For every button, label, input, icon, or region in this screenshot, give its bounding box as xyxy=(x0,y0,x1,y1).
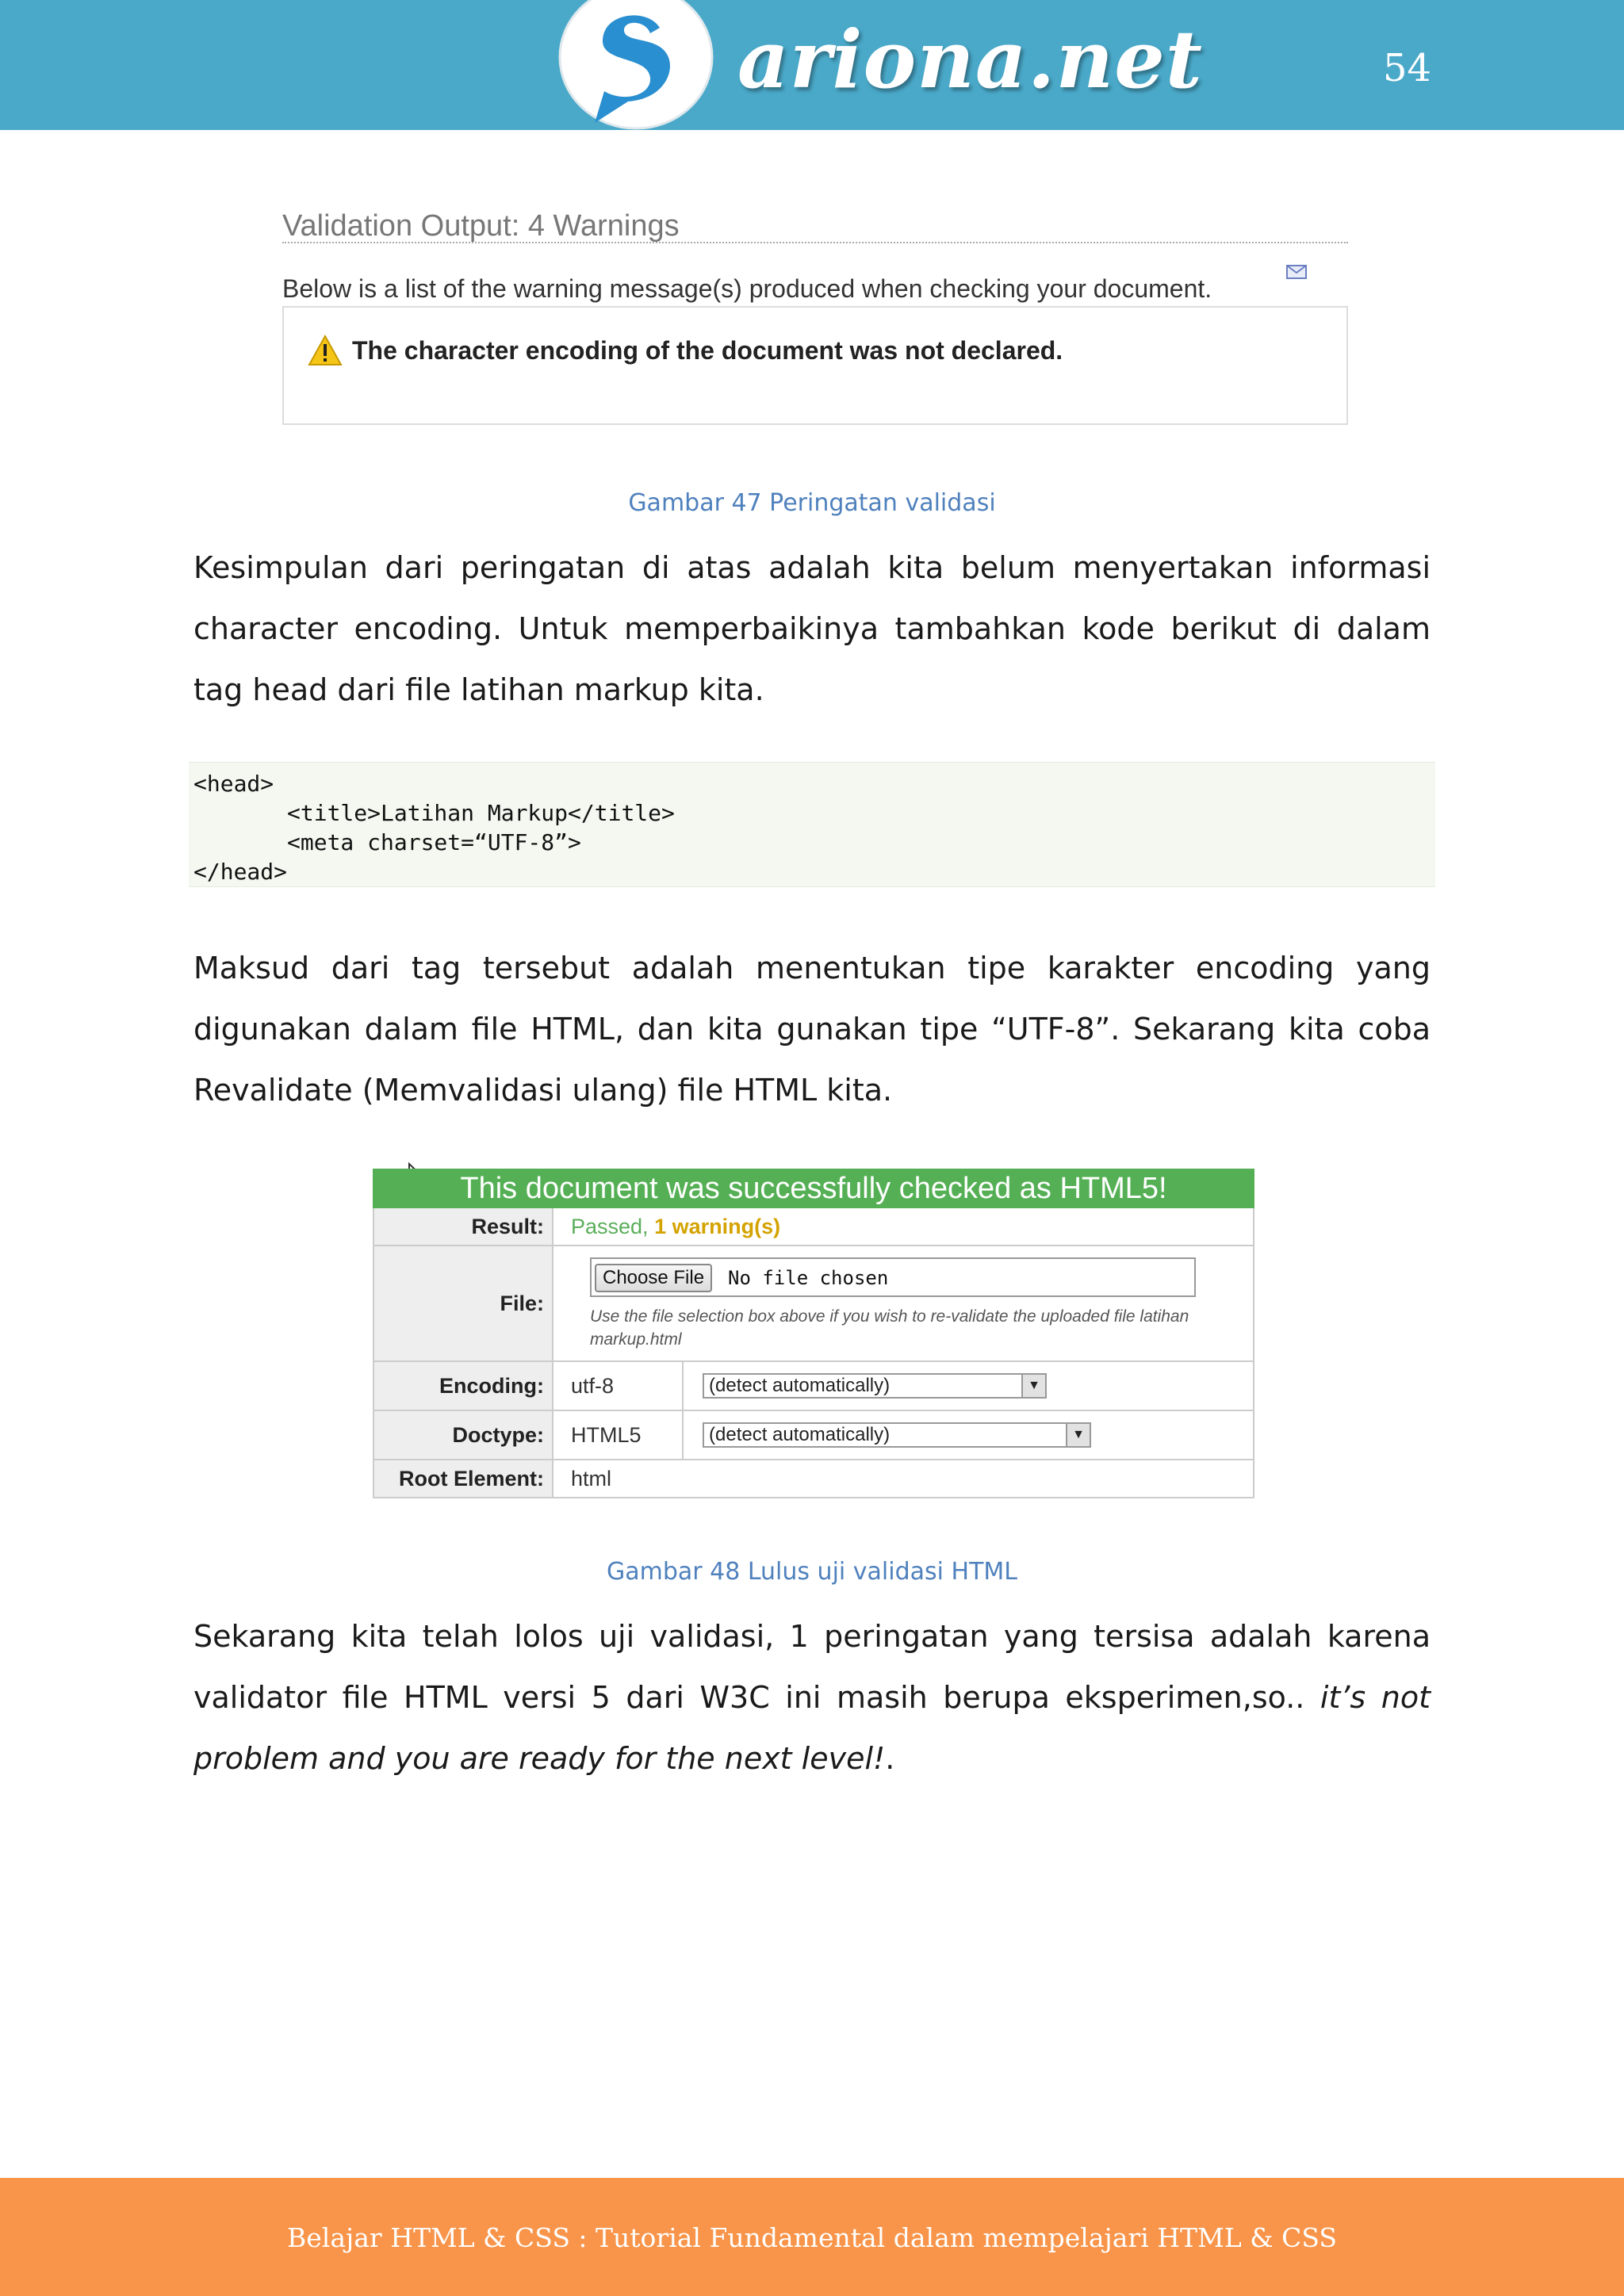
page-number: 54 xyxy=(1383,46,1432,90)
encoding-select[interactable] xyxy=(703,1373,1047,1399)
page-header xyxy=(0,0,1624,130)
column-separator xyxy=(682,1362,684,1410)
encoding-select-value: (detect automatically) xyxy=(709,1375,891,1396)
choose-file-button[interactable]: Choose File xyxy=(595,1264,712,1292)
footer-text: Belajar HTML & CSS : Tutorial Fundamental dalam mempelajari HTML & CSS xyxy=(287,2222,1337,2253)
code-block xyxy=(189,762,1435,887)
result-passed: Passed, xyxy=(571,1214,649,1238)
doctype-value: HTML5 xyxy=(571,1422,642,1447)
table-row-result xyxy=(374,1208,1253,1246)
logo-bubble-icon xyxy=(557,0,715,143)
validation-output-title: Validation Output: 4 Warnings xyxy=(282,209,680,243)
doctype-select[interactable] xyxy=(703,1422,1091,1448)
result-warning-count[interactable]: 1 warning(s) xyxy=(654,1214,781,1238)
paragraph-text-end: . xyxy=(885,1741,895,1776)
figure-validation-output xyxy=(282,206,1348,428)
encoding-value: utf-8 xyxy=(571,1373,615,1398)
success-banner: This document was successfully checked as HTML5! xyxy=(373,1169,1254,1208)
body-paragraph xyxy=(193,938,1431,1121)
result-value xyxy=(571,1208,780,1245)
root-element-value: html xyxy=(571,1466,612,1490)
root-element-label: Root Element: xyxy=(374,1460,553,1497)
body-paragraph xyxy=(193,1606,1431,1789)
paragraph-text: Kesimpulan dari peringatan di atas adalah kita belum menyertakan informasi character encoding. Untuk memperbaikinya tambahkan kode berikut di dalam tag head dari file latihan markup kita. xyxy=(193,550,1431,707)
site-logo[interactable] xyxy=(547,0,1204,151)
figure-validation-success xyxy=(373,1169,1254,1498)
table-row-doctype xyxy=(374,1411,1253,1460)
file-label: File: xyxy=(374,1246,553,1360)
figure-caption: Gambar 48 Lulus uji validasi HTML xyxy=(606,1558,1017,1586)
doctype-label: Doctype: xyxy=(374,1411,553,1459)
mail-icon[interactable] xyxy=(1286,265,1307,279)
warning-message: The character encoding of the document was not declared. xyxy=(352,336,1063,365)
paragraph-text xyxy=(193,1606,1431,1789)
table-row-encoding xyxy=(374,1362,1253,1411)
warning-icon xyxy=(308,335,343,366)
chevron-down-icon[interactable]: ▼ xyxy=(1066,1424,1090,1446)
table-row-root-element xyxy=(374,1460,1253,1497)
code-line: </head> xyxy=(193,859,288,885)
file-hint: Use the file selection box above if you wish to re-validate the uploaded file latihan markup.html xyxy=(590,1307,1189,1349)
code-line: <head> xyxy=(193,771,274,797)
result-label: Result: xyxy=(374,1208,553,1245)
divider xyxy=(282,242,1348,243)
page-footer xyxy=(0,2178,1624,2296)
no-file-text: No file chosen xyxy=(728,1267,889,1289)
chevron-down-icon[interactable]: ▼ xyxy=(1021,1375,1045,1397)
paragraph-text-normal: Sekarang kita telah lolos uji validasi, 1 peringatan yang tersisa adalah karena validator file HTML versi 5 dari W3C ini masih berupa eksperimen,so.. xyxy=(193,1619,1431,1715)
table-row-file xyxy=(374,1246,1253,1362)
code-line: <title>Latihan Markup</title> xyxy=(193,800,675,826)
validation-result-table xyxy=(373,1208,1254,1498)
validation-output-description: Below is a list of the warning message(s) produced when checking your document. xyxy=(282,274,1212,303)
doctype-select-value: (detect automatically) xyxy=(709,1424,891,1445)
body-paragraph xyxy=(193,538,1431,721)
file-input[interactable] xyxy=(590,1257,1196,1297)
figure-caption: Gambar 47 Peringatan validasi xyxy=(628,489,996,517)
code-line: <meta charset=“UTF-8”> xyxy=(193,829,581,855)
logo-text: ariona.net xyxy=(737,13,1204,106)
warning-message-box xyxy=(282,306,1348,425)
paragraph-text: Maksud dari tag tersebut adalah menentukan tipe karakter encoding yang digunakan dalam file HTML, dan kita gunakan tipe “UTF-8”. Sekarang kita coba Revalidate (Memvalidasi ulang) file HTML kita. xyxy=(193,951,1431,1108)
paragraph-text-italic: it’s not problem and you are ready for the next level! xyxy=(193,1680,1431,1776)
column-separator xyxy=(682,1411,684,1459)
encoding-label: Encoding: xyxy=(374,1362,553,1410)
